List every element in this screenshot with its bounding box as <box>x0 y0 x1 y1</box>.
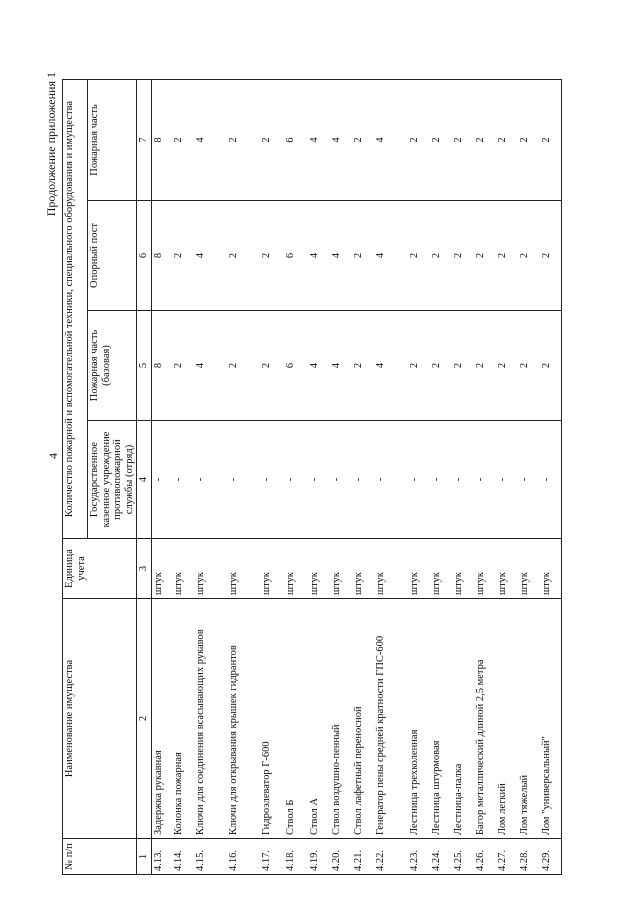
row-number: 4.26. <box>474 839 496 875</box>
continuation-note: Продолжение приложения 1 <box>44 72 58 217</box>
column-number: 2 <box>137 599 152 839</box>
header-quantity-group: Количество пожарной и вспомогательной техники, специального оборудования и имущества <box>63 80 88 539</box>
unit-cell: штук <box>540 539 562 599</box>
item-name: Задержка рукавная <box>152 599 172 839</box>
qty-fire-part: 2 <box>227 80 260 201</box>
item-name: Лом "универсальный" <box>540 599 562 839</box>
qty-base-part: 2 <box>172 311 194 421</box>
qty-base-part: 8 <box>152 311 172 421</box>
unit-cell: штук <box>374 539 408 599</box>
table-row <box>452 80 474 875</box>
table-row <box>374 80 408 875</box>
qty-gku: - <box>152 421 172 539</box>
unit-cell: штук <box>430 539 452 599</box>
header-number: № п/п <box>63 839 137 875</box>
page-number: 4 <box>46 453 60 459</box>
row-number: 4.16. <box>227 839 260 875</box>
qty-gku: - <box>330 421 352 539</box>
qty-gku: - <box>518 421 540 539</box>
table-row <box>227 80 260 875</box>
qty-gku: - <box>308 421 330 539</box>
qty-fire-part: 6 <box>284 80 308 201</box>
row-number: 4.15. <box>194 839 227 875</box>
unit-cell: штук <box>496 539 518 599</box>
qty-gku: - <box>194 421 227 539</box>
qty-fire-part: 4 <box>374 80 408 201</box>
qty-support-post: 8 <box>152 201 172 311</box>
qty-support-post: 6 <box>284 201 308 311</box>
property-table <box>62 79 562 875</box>
item-name: Ствол воздушно-пенный <box>330 599 352 839</box>
row-number: 4.14. <box>172 839 194 875</box>
unit-cell: штук <box>352 539 374 599</box>
unit-cell: штук <box>152 539 172 599</box>
table-row <box>474 80 496 875</box>
table-row <box>496 80 518 875</box>
item-name: Лестница штурмовая <box>430 599 452 839</box>
table-row <box>308 80 330 875</box>
qty-support-post: 4 <box>308 201 330 311</box>
row-number: 4.13. <box>152 839 172 875</box>
qty-support-post: 2 <box>540 201 562 311</box>
qty-gku: - <box>352 421 374 539</box>
qty-base-part: 2 <box>227 311 260 421</box>
qty-fire-part: 2 <box>430 80 452 201</box>
table-row <box>330 80 352 875</box>
qty-base-part: 2 <box>518 311 540 421</box>
row-number: 4.17. <box>260 839 284 875</box>
row-number: 4.19. <box>308 839 330 875</box>
row-number: 4.23. <box>408 839 430 875</box>
qty-support-post: 2 <box>260 201 284 311</box>
item-name: Ключи для открывания крышек гидрантов <box>227 599 260 839</box>
qty-gku: - <box>452 421 474 539</box>
qty-base-part: 4 <box>330 311 352 421</box>
qty-fire-part: 2 <box>496 80 518 201</box>
qty-gku: - <box>227 421 260 539</box>
table-body <box>152 80 562 875</box>
item-name: Ствол лафетный переносной <box>352 599 374 839</box>
item-name: Ствол А <box>308 599 330 839</box>
qty-fire-part: 2 <box>452 80 474 201</box>
qty-gku: - <box>496 421 518 539</box>
qty-support-post: 2 <box>352 201 374 311</box>
column-number-row <box>137 80 152 875</box>
item-name: Лестница-палка <box>452 599 474 839</box>
unit-cell: штук <box>260 539 284 599</box>
qty-base-part: 2 <box>496 311 518 421</box>
unit-cell: штук <box>408 539 430 599</box>
row-number: 4.29. <box>540 839 562 875</box>
column-number: 7 <box>137 80 152 201</box>
table-row <box>408 80 430 875</box>
qty-base-part: 2 <box>452 311 474 421</box>
item-name: Лом тяжелый <box>518 599 540 839</box>
column-number: 5 <box>137 311 152 421</box>
qty-base-part: 4 <box>374 311 408 421</box>
item-name: Колонка пожарная <box>172 599 194 839</box>
header-fire-part: Пожарная часть <box>88 80 137 201</box>
row-number: 4.21. <box>352 839 374 875</box>
qty-support-post: 2 <box>518 201 540 311</box>
qty-gku: - <box>374 421 408 539</box>
row-number: 4.20. <box>330 839 352 875</box>
table-row <box>194 80 227 875</box>
unit-cell: штук <box>227 539 260 599</box>
qty-base-part: 2 <box>540 311 562 421</box>
qty-gku: - <box>430 421 452 539</box>
qty-base-part: 2 <box>352 311 374 421</box>
column-number: 3 <box>137 539 152 599</box>
header-name: Наименование имущества <box>63 599 137 839</box>
qty-support-post: 2 <box>408 201 430 311</box>
qty-support-post: 2 <box>172 201 194 311</box>
table-row <box>260 80 284 875</box>
qty-fire-part: 2 <box>408 80 430 201</box>
table-row <box>430 80 452 875</box>
row-number: 4.27. <box>496 839 518 875</box>
qty-support-post: 4 <box>374 201 408 311</box>
item-name: Лом легкий <box>496 599 518 839</box>
qty-base-part: 2 <box>260 311 284 421</box>
qty-support-post: 4 <box>330 201 352 311</box>
qty-gku: - <box>540 421 562 539</box>
item-name: Гидроэлеватор Г-600 <box>260 599 284 839</box>
qty-support-post: 4 <box>194 201 227 311</box>
qty-fire-part: 2 <box>172 80 194 201</box>
unit-cell: штук <box>194 539 227 599</box>
item-name: Багор металлический длиной 2,5 метра <box>474 599 496 839</box>
header-base-part: Пожарная часть (базовая) <box>88 311 137 421</box>
item-name: Ствол Б <box>284 599 308 839</box>
header-gku: Государственное казенное учреждение противопожарной службы (отряд) <box>88 421 137 539</box>
qty-support-post: 2 <box>474 201 496 311</box>
qty-base-part: 4 <box>194 311 227 421</box>
qty-fire-part: 2 <box>474 80 496 201</box>
qty-gku: - <box>284 421 308 539</box>
header-support-post: Опорный пост <box>88 201 137 311</box>
qty-gku: - <box>408 421 430 539</box>
item-name: Лестница трехколенная <box>408 599 430 839</box>
item-name: Ключи для соединения всасывающих рукавов <box>194 599 227 839</box>
qty-fire-part: 2 <box>540 80 562 201</box>
column-number: 6 <box>137 201 152 311</box>
unit-cell: штук <box>474 539 496 599</box>
qty-gku: - <box>172 421 194 539</box>
qty-support-post: 2 <box>430 201 452 311</box>
qty-fire-part: 2 <box>352 80 374 201</box>
table-row <box>172 80 194 875</box>
qty-base-part: 2 <box>408 311 430 421</box>
header-row-1 <box>63 80 88 875</box>
unit-cell: штук <box>330 539 352 599</box>
qty-support-post: 2 <box>496 201 518 311</box>
qty-fire-part: 4 <box>330 80 352 201</box>
table-row <box>152 80 172 875</box>
column-number: 1 <box>137 839 152 875</box>
row-number: 4.22. <box>374 839 408 875</box>
row-number: 4.24. <box>430 839 452 875</box>
qty-fire-part: 2 <box>260 80 284 201</box>
table-row <box>540 80 562 875</box>
unit-cell: штук <box>308 539 330 599</box>
qty-fire-part: 4 <box>308 80 330 201</box>
qty-base-part: 6 <box>284 311 308 421</box>
unit-cell: штук <box>518 539 540 599</box>
qty-support-post: 2 <box>452 201 474 311</box>
qty-fire-part: 4 <box>194 80 227 201</box>
qty-base-part: 4 <box>308 311 330 421</box>
qty-fire-part: 8 <box>152 80 172 201</box>
unit-cell: штук <box>452 539 474 599</box>
table-row <box>284 80 308 875</box>
row-number: 4.25. <box>452 839 474 875</box>
table-row <box>352 80 374 875</box>
qty-support-post: 2 <box>227 201 260 311</box>
qty-base-part: 2 <box>474 311 496 421</box>
qty-gku: - <box>474 421 496 539</box>
column-number: 4 <box>137 421 152 539</box>
header-unit: Единица учета <box>63 539 137 599</box>
unit-cell: штук <box>172 539 194 599</box>
row-number: 4.28. <box>518 839 540 875</box>
table-row <box>518 80 540 875</box>
qty-fire-part: 2 <box>518 80 540 201</box>
qty-base-part: 2 <box>430 311 452 421</box>
item-name: Генератор пены средней кратности ГПС-600 <box>374 599 408 839</box>
qty-gku: - <box>260 421 284 539</box>
unit-cell: штук <box>284 539 308 599</box>
row-number: 4.18. <box>284 839 308 875</box>
